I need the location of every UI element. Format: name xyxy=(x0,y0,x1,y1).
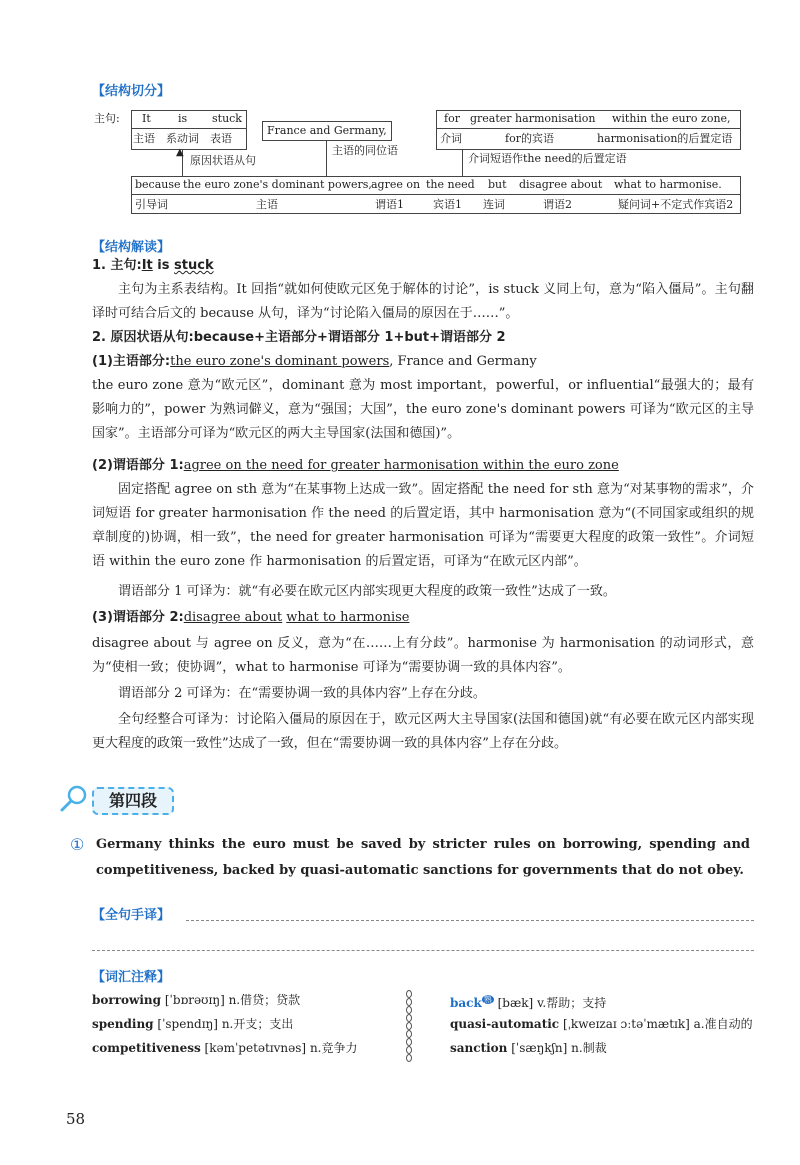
section-title-translation: 【全句手译】 xyxy=(92,908,171,923)
subheading-subject-part xyxy=(92,350,537,374)
paragraph-subject-part: the euro zone 意为“欧元区”，dominant 意为 most important，powerful，or influential“最强大的；最有影响力的”，power 为熟词僻义，意为“强国；大国”，the euro zone's dominant powers 可译为“欧元区的主导国家”。主语部分可译为“欧元区的两大主导国家(法国和德国)”。 xyxy=(92,378,754,441)
vocab-phonetic: [kəmˈpetətɪvnəs] xyxy=(204,1041,307,1055)
heading-stuck: stuck xyxy=(174,258,214,273)
subheading-predicate-2 xyxy=(92,606,409,630)
vocab-phonetic: [ˈsæŋkʃn] xyxy=(511,1041,568,1055)
label-preposition: 介词 xyxy=(440,132,462,145)
label-reason-clause: 原因状语从句 xyxy=(190,154,256,167)
paragraph-predicate-2: disagree about 与 agree on 反义，意为“在……上有分歧”。harmonise 为 harmonisation 的动词形式，意为“使相一致；使协调”，what to harmonise 可译为“需要协调一致的具体内容”。 xyxy=(92,636,754,675)
source-sentence: Germany thinks the euro must be saved by stricter rules on borrowing, spending and competitiveness, backed by quasi-automatic sanctions for governments that do not obey. xyxy=(96,837,750,878)
label-post-modifier: harmonisation的后置定语 xyxy=(597,132,733,145)
vocab-item xyxy=(92,1012,293,1036)
vocab-item xyxy=(92,988,300,1012)
magnifier-icon xyxy=(58,784,90,814)
vocab-definition: n.竞争力 xyxy=(309,1041,358,1055)
word-because: because xyxy=(135,178,181,191)
subject-part-label: (1)主语部分: xyxy=(92,354,171,369)
paragraph-banner xyxy=(92,787,174,815)
word-within-euro-zone: within the euro zone, xyxy=(612,112,731,125)
vocab-phonetic: [bæk] xyxy=(497,996,534,1010)
vocab-word: back xyxy=(450,996,482,1010)
word-but: but xyxy=(488,178,507,191)
label-linking-verb: 系动词 xyxy=(166,132,199,145)
arrow-up-icon: ▲ xyxy=(176,147,184,158)
paragraph-predicate-1-summary: 谓语部分 1 可译为：就“有必要在欧元区内部实现更大程度的政策一致性”达成了一致。 xyxy=(118,584,616,599)
label-subject: 主语 xyxy=(133,132,155,145)
subheading-predicate-1 xyxy=(92,454,619,478)
label-object-2: 疑问词+不定式作宾语2 xyxy=(618,198,734,211)
section-title-structure-split: 【结构切分】 xyxy=(92,84,171,99)
word-disagree-about: disagree about xyxy=(519,178,603,191)
predicate-2-label: (3)谓语部分 2: xyxy=(92,610,184,625)
label-prep-phrase: 介词短语作the need的后置定语 xyxy=(468,152,627,165)
label-introducer: 引导词 xyxy=(135,198,168,211)
label-for-object: for的宾语 xyxy=(505,132,554,145)
predicate-2-underlined-1: disagree about xyxy=(183,610,283,625)
label-object-1: 宾语1 xyxy=(433,198,462,211)
label-predicate-1: 谓语1 xyxy=(375,198,404,211)
heading-is: is xyxy=(152,258,175,273)
word-stuck: stuck xyxy=(212,112,242,125)
vocab-phonetic: [ˌkweɪzaɪ ɔːtəˈmætɪk] xyxy=(562,1017,690,1031)
vocab-definition: n.借贷；贷款 xyxy=(228,993,301,1007)
vocab-definition: v.帮助；支持 xyxy=(537,996,607,1010)
page-number: 58 xyxy=(66,1110,86,1128)
vocab-word: quasi-automatic xyxy=(450,1017,560,1031)
paragraph-predicate-2-summary: 谓语部分 2 可译为：在“需要协调一致的具体内容”上存在分歧。 xyxy=(118,686,486,701)
vocab-word: borrowing xyxy=(92,993,162,1007)
vocab-word: spending xyxy=(92,1017,154,1031)
vocab-phonetic: [ˈspendɪŋ] xyxy=(157,1017,218,1031)
word-it: It xyxy=(142,112,151,125)
vocab-phonetic: [ˈbɒrəʊɪŋ] xyxy=(164,993,225,1007)
main-clause-label: 主句: xyxy=(94,112,120,125)
label-predicate-2: 谓语2 xyxy=(543,198,572,211)
heading-reason-clause: 2. 原因状语从句:because+主语部分+谓语部分 1+but+谓语部分 2 xyxy=(92,330,506,345)
vocab-definition: a.准自动的 xyxy=(693,1017,753,1031)
word-what-to-harmonise: what to harmonise. xyxy=(614,178,722,191)
translation-line-2[interactable] xyxy=(92,950,754,951)
banner-text: 第四段 xyxy=(108,791,157,810)
predicate-2-underlined-2: what to harmonise xyxy=(286,610,410,625)
section-title-structure-analysis: 【结构解读】 xyxy=(92,240,171,255)
predicate-1-underlined: agree on the need for greater harmonisation within the euro zone xyxy=(183,458,619,473)
vocab-item xyxy=(92,1036,357,1060)
translation-line-1[interactable] xyxy=(186,920,754,921)
word-is: is xyxy=(178,112,188,125)
section-title-vocabulary: 【词汇注释】 xyxy=(92,970,171,985)
vocab-item xyxy=(450,1012,753,1036)
vocab-item xyxy=(450,988,606,1015)
heading-prefix: 1. 主句: xyxy=(92,258,142,273)
word-for: for xyxy=(444,112,460,125)
vocab-definition: n.开支；支出 xyxy=(221,1017,294,1031)
predicate-1-label: (2)谓语部分 1: xyxy=(92,458,184,473)
word-greater-harmonisation: greater harmonisation xyxy=(470,112,596,125)
label-appositive: 主语的同位语 xyxy=(332,144,398,157)
vocab-definition: n.制裁 xyxy=(571,1041,607,1055)
appositive-text: France and Germany, xyxy=(267,124,387,137)
familiar-word-badge: 熟 xyxy=(483,995,492,1004)
label-conjunction: 连词 xyxy=(483,198,505,211)
vocab-item xyxy=(450,1036,607,1060)
vocab-word: sanction xyxy=(450,1041,508,1055)
label-subject-2: 主语 xyxy=(256,198,278,211)
paragraph-main-clause: 主句为主系表结构。It 回指“就如何使欧元区免于解体的讨论”，is stuck 义同上句，意为“陷入僵局”。主句翻译时可结合后文的 because 从句，译为“讨论陷入僵局的原因在于……”。 xyxy=(92,282,754,321)
label-predicative: 表语 xyxy=(210,132,232,145)
source-sentence-block xyxy=(70,832,750,884)
paragraph-predicate-1: 固定搭配 agree on sth 意为“在某事物上达成一致”。固定搭配 the need for sth 意为“对某事物的需求”，介词短语 for greater harmonisation 作 the need 的后置定语，其中 harmonisation 意为“(不同国家或组织的规章制度的)协调，相一致”，the need for greater harmonisation 可译为“需要更大程度的政策一致性”。介词短语 within the euro zone 作 harmonisation 的后置定语，可译为“在欧元区内部”。 xyxy=(92,482,754,569)
structure-diagram xyxy=(0,0,800,230)
sentence-number: ① xyxy=(70,835,85,854)
vocab-word: competitiveness xyxy=(92,1041,201,1055)
heading-it: It xyxy=(141,258,153,273)
subject-part-underlined: the euro zone's dominant powers xyxy=(170,354,390,369)
word-dominant-powers: the euro zone's dominant powers, xyxy=(183,178,372,191)
word-the-need: the need xyxy=(426,178,475,191)
paragraph-full-translation: 全句经整合可译为：讨论陷入僵局的原因在于，欧元区两大主导国家(法国和德国)就“有必要在欧元区内部实现更大程度的政策一致性”达成了一致，但在“需要协调一致的具体内容”上存在分歧。 xyxy=(92,712,754,751)
subject-part-rest: , France and Germany xyxy=(389,354,537,369)
word-agree-on: agree on xyxy=(371,178,421,191)
chain-divider xyxy=(405,990,413,1062)
heading-main-clause xyxy=(92,254,214,278)
